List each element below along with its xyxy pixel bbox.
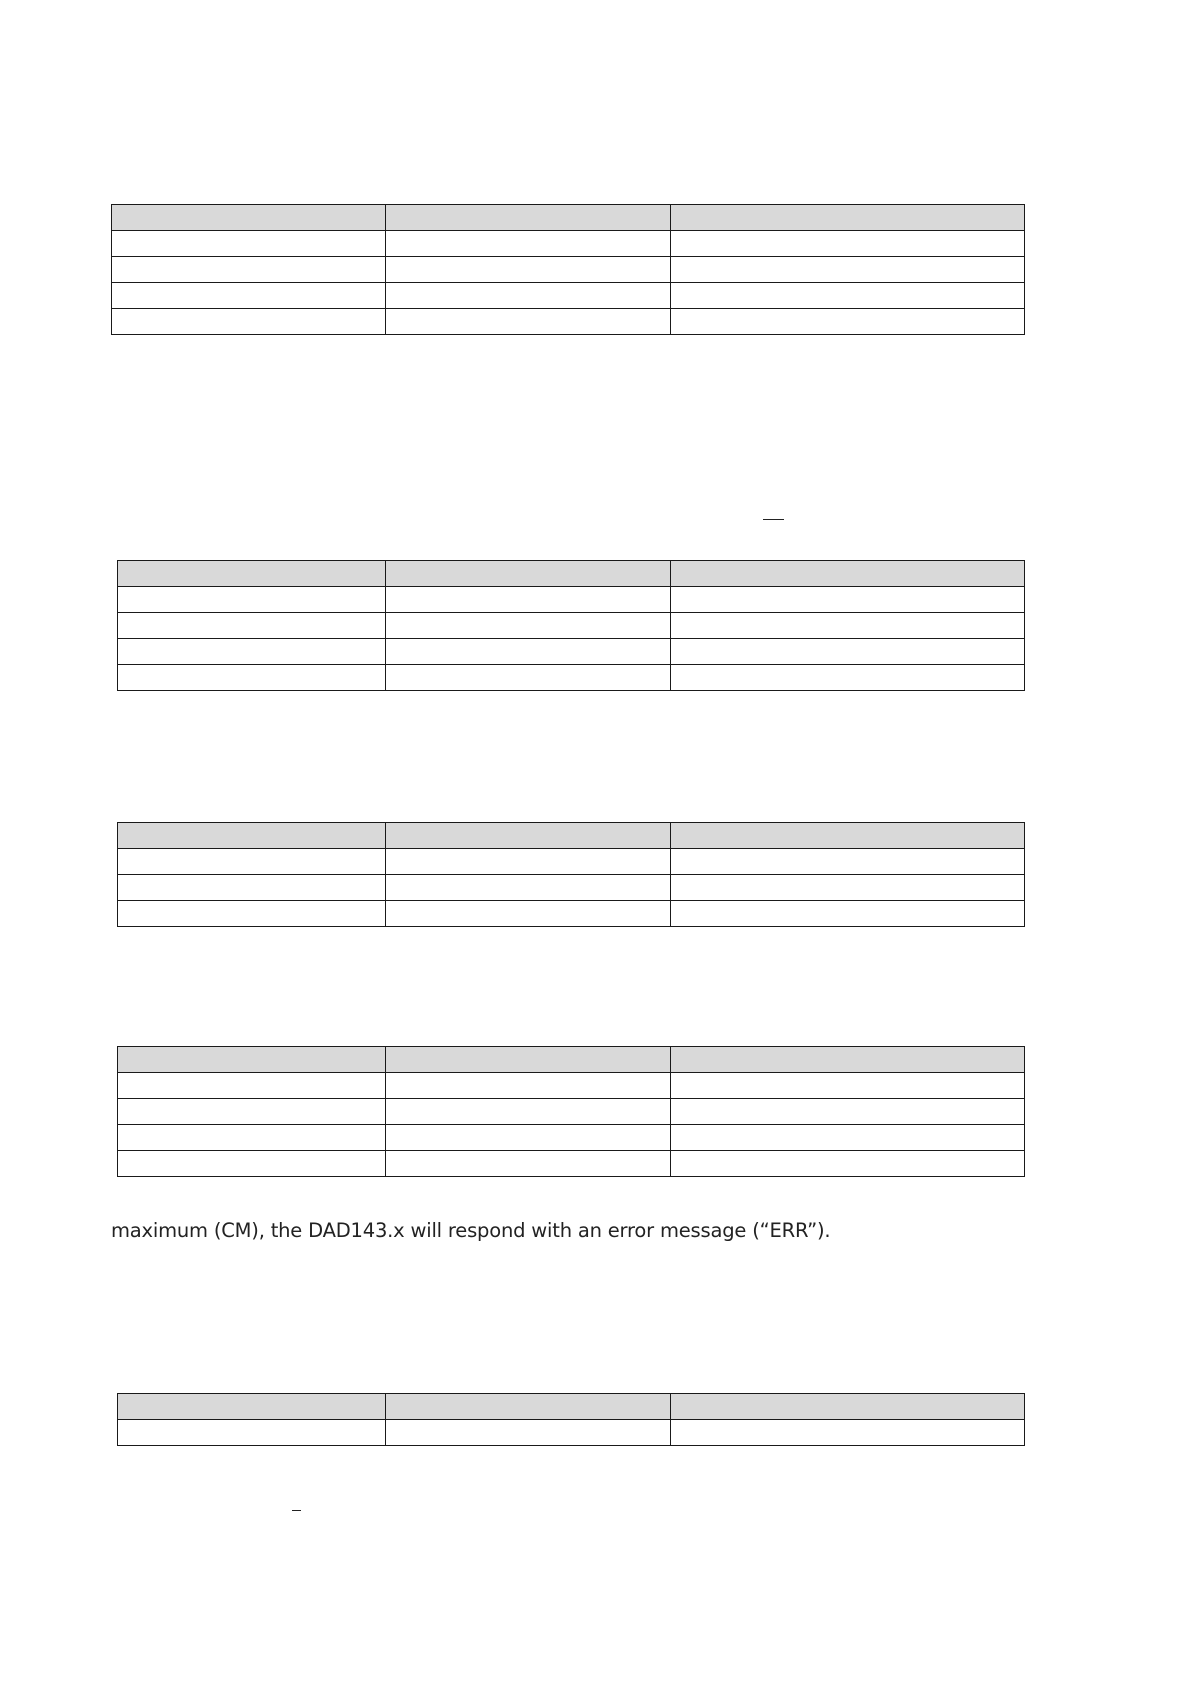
- table-cell: [118, 1151, 386, 1177]
- header-cell: [671, 561, 1025, 587]
- header-cell: [112, 205, 386, 231]
- table-cell: [671, 1099, 1025, 1125]
- table-2: [117, 560, 1025, 691]
- header-cell: [386, 823, 671, 849]
- table-row: [112, 231, 1025, 257]
- table-row: [118, 613, 1025, 639]
- dash-mark: [292, 1510, 301, 1511]
- table-4: [117, 1046, 1025, 1177]
- table-cell: [386, 309, 671, 335]
- table-cell: [671, 665, 1025, 691]
- header-cell: [386, 1047, 671, 1073]
- table-row: [118, 1073, 1025, 1099]
- body-text: maximum (CM), the DAD143.x will respond with an error message (“ERR”).: [111, 1219, 831, 1242]
- header-cell: [118, 1047, 386, 1073]
- table-cell: [671, 231, 1025, 257]
- table-row: [118, 1099, 1025, 1125]
- table-header-row: [118, 561, 1025, 587]
- table-cell: [671, 849, 1025, 875]
- header-cell: [671, 205, 1025, 231]
- table-cell: [118, 1099, 386, 1125]
- table-header-row: [118, 1394, 1025, 1420]
- table-cell: [112, 309, 386, 335]
- underline-mark: [763, 519, 784, 520]
- table-row: [118, 587, 1025, 613]
- table-cell: [118, 1125, 386, 1151]
- table-header-row: [118, 823, 1025, 849]
- table-cell: [386, 231, 671, 257]
- table-cell: [386, 849, 671, 875]
- table-cell: [671, 1151, 1025, 1177]
- table-header-row: [112, 205, 1025, 231]
- table-cell: [118, 901, 386, 927]
- table-cell: [386, 1125, 671, 1151]
- table-row: [118, 849, 1025, 875]
- table-cell: [118, 875, 386, 901]
- table-cell: [118, 613, 386, 639]
- table-cell: [112, 283, 386, 309]
- table-cell: [386, 257, 671, 283]
- table-cell: [386, 639, 671, 665]
- table-cell: [112, 257, 386, 283]
- table-row: [118, 665, 1025, 691]
- header-cell: [118, 561, 386, 587]
- table-cell: [671, 257, 1025, 283]
- table-row: [118, 1151, 1025, 1177]
- table-cell: [112, 231, 386, 257]
- table-cell: [118, 665, 386, 691]
- table-cell: [671, 639, 1025, 665]
- table-row: [118, 1125, 1025, 1151]
- table-row: [112, 309, 1025, 335]
- table-cell: [386, 1151, 671, 1177]
- table-row: [118, 1420, 1025, 1446]
- table-row: [118, 875, 1025, 901]
- table-cell: [671, 309, 1025, 335]
- table-row: [118, 639, 1025, 665]
- table-cell: [118, 587, 386, 613]
- table-cell: [671, 587, 1025, 613]
- table-1: [111, 204, 1025, 335]
- table-cell: [386, 1073, 671, 1099]
- table-cell: [671, 283, 1025, 309]
- table-cell: [671, 1073, 1025, 1099]
- header-cell: [386, 205, 671, 231]
- table-cell: [386, 587, 671, 613]
- header-cell: [386, 561, 671, 587]
- table-row: [112, 283, 1025, 309]
- table-cell: [386, 283, 671, 309]
- table-5: [117, 1393, 1025, 1446]
- header-cell: [386, 1394, 671, 1420]
- table-row: [118, 901, 1025, 927]
- table-cell: [386, 1099, 671, 1125]
- table-3: [117, 822, 1025, 927]
- table-cell: [386, 875, 671, 901]
- table-cell: [671, 1420, 1025, 1446]
- table-cell: [671, 875, 1025, 901]
- table-cell: [671, 1125, 1025, 1151]
- table-cell: [671, 901, 1025, 927]
- table-row: [112, 257, 1025, 283]
- table-header-row: [118, 1047, 1025, 1073]
- table-cell: [386, 665, 671, 691]
- header-cell: [671, 1394, 1025, 1420]
- table-cell: [671, 613, 1025, 639]
- table-cell: [118, 639, 386, 665]
- table-cell: [386, 901, 671, 927]
- table-cell: [118, 849, 386, 875]
- header-cell: [118, 1394, 386, 1420]
- table-cell: [118, 1420, 386, 1446]
- table-cell: [118, 1073, 386, 1099]
- header-cell: [118, 823, 386, 849]
- header-cell: [671, 1047, 1025, 1073]
- table-cell: [386, 1420, 671, 1446]
- header-cell: [671, 823, 1025, 849]
- table-cell: [386, 613, 671, 639]
